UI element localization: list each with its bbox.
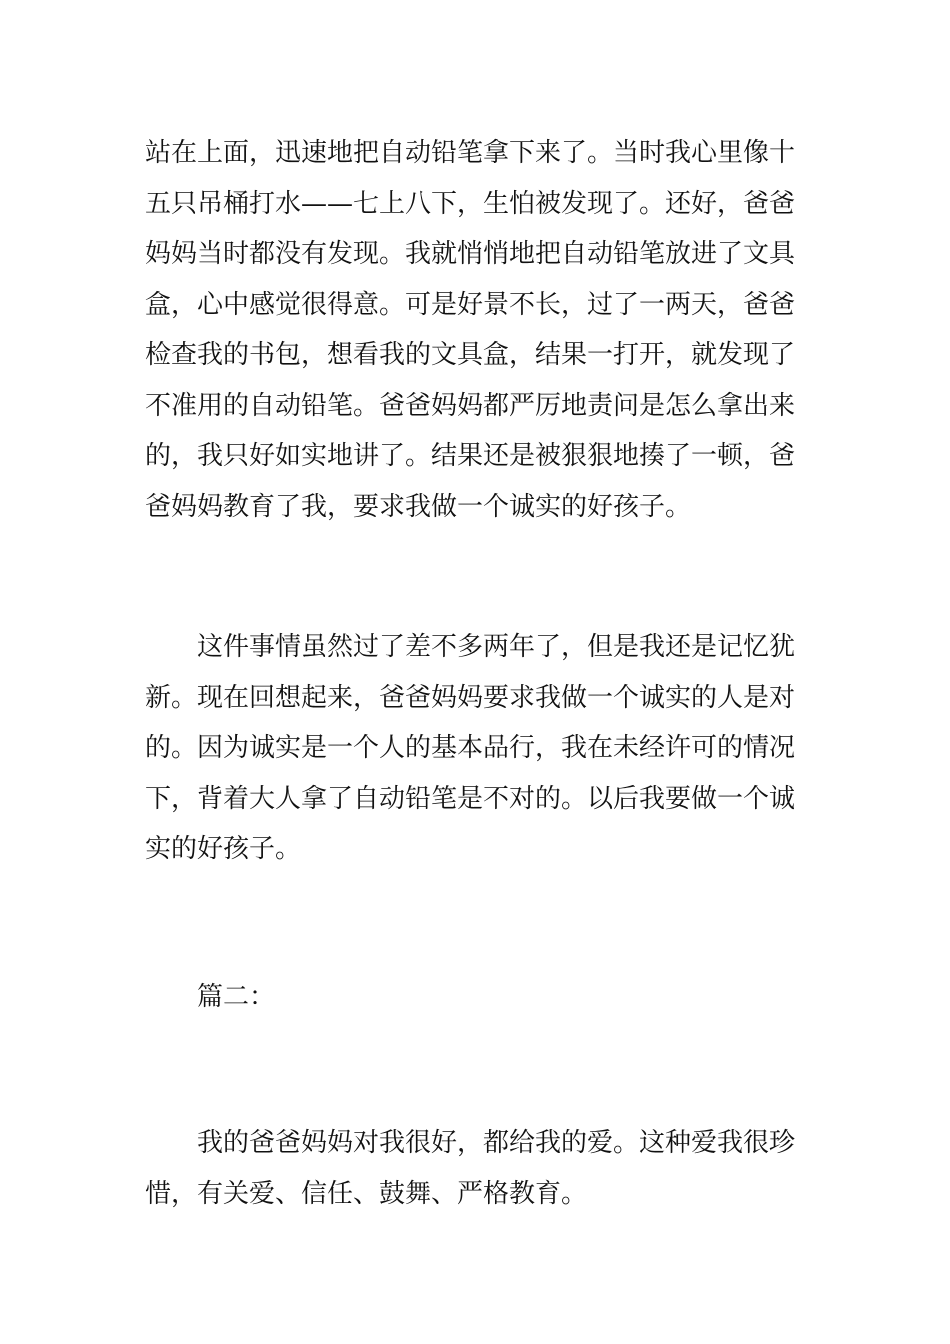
text-line: 新。现在回想起来，爸爸妈妈要求我做一个诚实的人是对 [145, 682, 796, 713]
text-line: 检查我的书包，想看我的文具盒，结果一打开，就发现了 [145, 340, 796, 370]
text-line: 实的好孩子。 [145, 834, 302, 864]
text-line: 下，背着大人拿了自动铅笔是不对的。以后我要做一个诚 [145, 783, 796, 814]
text-line: 惜，有关爱、信任、鼓舞、严格教育。 [145, 1178, 588, 1209]
section-heading [145, 972, 810, 1023]
text-line: 我的爸爸妈妈对我很好，都给我的爱。这种爱我很珍 [197, 1128, 796, 1158]
text-line: 妈妈当时都没有发现。我就悄悄地把自动铅笔放进了文具 [145, 239, 796, 269]
text-line: 盒，心中感觉很得意。可是好景不长，过了一两天，爸爸 [145, 289, 796, 320]
text-line: 爸妈妈教育了我，要求我做一个诚实的好孩子。 [145, 491, 692, 522]
paragraph-3 [145, 1118, 810, 1219]
text-line: 的。因为诚实是一个人的基本品行，我在未经许可的情况 [145, 733, 796, 763]
text-line: 五只吊桶打水——七上八下，生怕被发现了。还好，爸爸 [145, 188, 796, 219]
text-line: 站在上面，迅速地把自动铅笔拿下来了。当时我心里像十 [145, 138, 796, 168]
text-line: 不准用的自动铅笔。爸爸妈妈都严厉地责问是怎么拿出来 [145, 390, 796, 421]
section-heading-text: 篇二： [197, 982, 276, 1012]
paragraph-2 [145, 622, 810, 875]
text-line: 这件事情虽然过了差不多两年了，但是我还是记忆犹 [197, 632, 796, 662]
paragraph-1 [145, 128, 810, 532]
text-line: 的，我只好如实地讲了。结果还是被狠狠地揍了一顿，爸 [145, 441, 796, 471]
